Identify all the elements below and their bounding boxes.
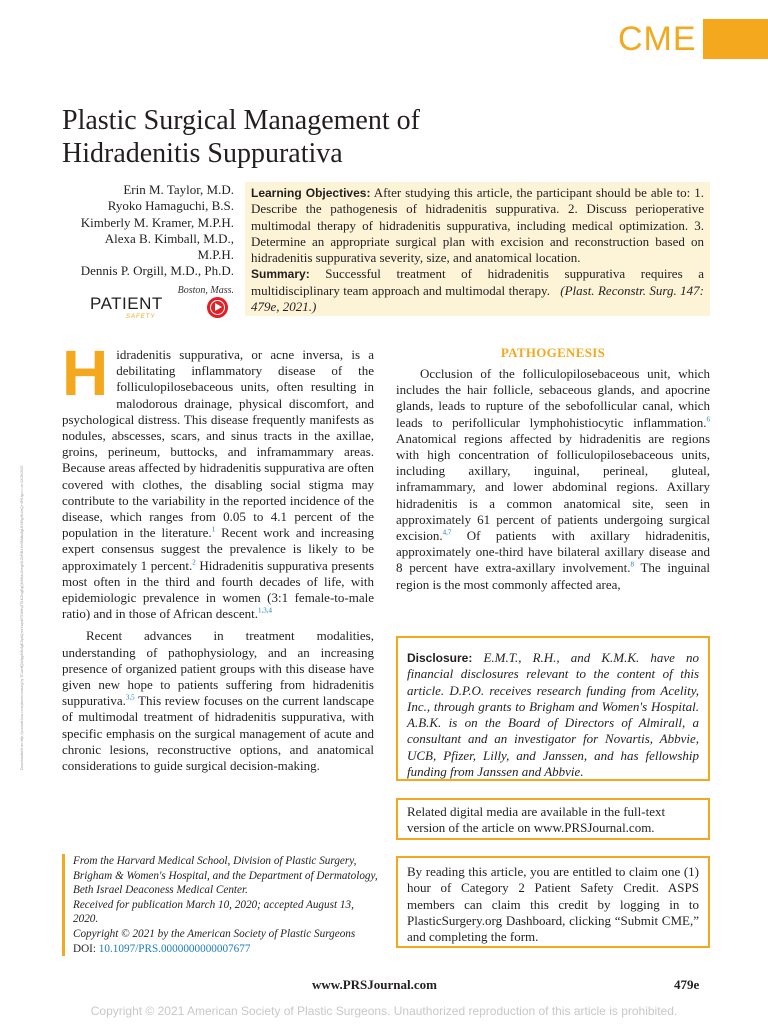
objectives-text: After studying this article, the participant should be able to: 1. Describe the pathogenesis of hidradenitis suppurativa. 2. Discuss perioperative multimodal therapy of hidradenitis suppurativa, including medical optimization. 3. Determine an appropriate surgical plan with excision and reconstruction based on hidradenitis suppurativa severity, size, and anatomical location. bbox=[251, 185, 704, 266]
affiliation-block bbox=[62, 854, 380, 956]
disclosure-box bbox=[396, 636, 710, 781]
intro-paragraph-1: Hidradenitis suppurativa, or acne inversa, is a debilitating inflammatory disease of the folliculopilosebaceous units, often resulting in malodorous drainage, physical discomfort, and psychological distress. This disease frequently manifests as nodules, abscesses, scars, and sinus tracts in the axillae, groins, perineum, buttocks, and inframammary areas. Because areas affected by hidradenitis suppurativa are often covered with clothes, the disabling social stigma may contribute to the variability in the reported incidence of the disease, which ranges from 0.05 to 4.1 percent of the population in the literature.$^1$ Recent work and increasing expert consensus suggest the prevalence is likely to be approximately 1 percent.$^2$ Hidradenitis suppurativa presents most often in the third and fourth decades of life, with epidemiologic prevalence in women (3:1 female-to-male ratio) and in those of African descent.$^{1,3,4}$ bbox=[62, 337, 374, 622]
copyright-line: Copyright © 2021 by the American Society of Plastic Surgeons bbox=[73, 927, 356, 940]
author-location: Boston, Mass. bbox=[177, 285, 234, 296]
reference-link[interactable]: 1,3,4 bbox=[258, 606, 273, 615]
play-circle-icon[interactable] bbox=[207, 297, 228, 318]
journal-url[interactable]: www.PRSJournal.com bbox=[312, 977, 437, 992]
intro-paragraph-2: Recent advances in treatment modalities, understanding of pathophysiology, and an increasing presence of organized patient groups with this disease have given new hope to patients suffering from hidradenitis suppurativa.$^{3,5}$ This review focuses on the current landscape of multimodal treatment of hidradenitis suppurativa, with specific emphasis on the surgical management of acute and chronic lesions, reconstructive options, and anatomical considerations to guide surgical decision-making. bbox=[62, 628, 374, 774]
patient-safety-logo bbox=[90, 294, 230, 326]
objectives-label: Learning Objectives: bbox=[251, 186, 371, 200]
author-4: Alexa B. Kimball, M.D., bbox=[104, 230, 234, 246]
summary bbox=[251, 266, 704, 315]
pathogenesis-paragraph: Occlusion of the folliculopilosebaceous unit, which includes the hair follicle, sebaceous glands, and apocrine glands, leads to rupture of the sebofollicular canal, which leads to perifollicular lymphohistiocytic inflammation.$^6$ Anatomical regions affected by hidradenitis are regions with high concentration of folliculopilosebaceous units, including axillary, inguinal, perineal, gluteal, inframammary, and lower abdominal regions. Axillary hidradenitis is a common anatomical site, seen in approximately 61 percent of patients undergoing surgical excision.$^{4,7}$ Of patients with axillary hidradenitis, approximately one-third have bilateral axillary disease and 8 percent have extra-axillary involvement.$^8$ The inguinal region is the most commonly affected area, bbox=[396, 366, 710, 592]
disclosure-label: Disclosure: bbox=[407, 651, 473, 665]
reference-link[interactable]: 3,5 bbox=[125, 693, 135, 702]
article-title bbox=[62, 104, 562, 170]
author-1: Erin M. Taylor, M.D. bbox=[123, 182, 234, 197]
copyright-notice: Copyright © 2021 American Society of Plastic Surgeons. Unauthorized reproduction of this article is prohibited. bbox=[90, 1004, 678, 1018]
logo-sub: SAFETY bbox=[126, 314, 156, 320]
reference-link[interactable]: 6 bbox=[706, 415, 710, 424]
digital-media-text: Related digital media are available in the full-text version of the article on www.PRSJournal.com. bbox=[407, 804, 666, 836]
author-5: Dennis P. Orgill, M.D., Ph.D. bbox=[80, 263, 234, 279]
doi-label: DOI: bbox=[73, 942, 96, 955]
author-2: Ryoko Hamaguchi, B.S. bbox=[107, 198, 234, 214]
cme-tag bbox=[618, 18, 768, 60]
author-list bbox=[14, 182, 234, 280]
reference-link[interactable]: 8 bbox=[630, 561, 634, 570]
section-heading-pathogenesis: PATHOGENESIS bbox=[500, 345, 606, 360]
citation: (Plast. Reconstr. Surg. 147: 479e, 2021.) bbox=[251, 282, 705, 315]
cme-accent-bar bbox=[703, 19, 768, 59]
reference-link[interactable]: 1 bbox=[211, 525, 216, 534]
learning-objectives-box bbox=[245, 182, 710, 316]
affiliation-text: From the Harvard Medical School, Division of Plastic Surgery, Brigham & Women's Hospital, and the Department of Dermatology, Beth Israel Deaconess Medical Center. bbox=[73, 855, 378, 897]
page-number: 479e bbox=[674, 977, 700, 992]
pathogenesis-column bbox=[396, 366, 710, 593]
doi-line bbox=[73, 942, 380, 957]
logo-name: PATIENT bbox=[90, 294, 163, 313]
cme-label: CME bbox=[618, 20, 697, 58]
title-line-2: Hidradenitis Suppurativa bbox=[62, 138, 343, 169]
doi-link[interactable]: 10.1097/PRS.0000000000007677 bbox=[98, 942, 251, 955]
reference-link[interactable]: 4,7 bbox=[442, 528, 452, 537]
reference-link[interactable]: 2 bbox=[192, 558, 196, 567]
digital-media-box bbox=[396, 798, 710, 840]
download-stamp: Downloaded from http://journals.lww.com/plasreconsurg by TCuxhfQlaiIyg/NKvfgEJIyAQmvXwpd5TDbHsjT5LKZIsgEqQK/MkkuVmgr3LZbPlBzYvr5Mdtw2gLBXt9gYKxmQ+4PtUyp== on 02/26/2021 bbox=[20, 465, 24, 770]
dropcap: H bbox=[62, 337, 109, 409]
intro-column bbox=[62, 337, 374, 774]
author-4-degree: M.P.H. bbox=[197, 247, 234, 263]
cme-credit-box bbox=[396, 856, 710, 948]
credit-text: By reading this article, you are entitled to claim one (1) hour of Category 2 Patient Safety Credit. ASPS members can claim this credit by logging in to PlasticSurgery.org Dashboard, clicking “Submit CME,” and completing the form. bbox=[407, 864, 699, 945]
disclosure-text: E.M.T., R.H., and K.M.K. have no financial disclosures relevant to the content of this article. D.P.O. receives research funding from Acelity, Inc., through grants to Brigham and Women's Hospital. A.B.K. is on the Board of Directors of Almirall, a consultant and an investigator for Novartis, Abbvie, UCB, Pfizer, Lilly, and Janssen, and has fellowship funding from Janssen and Abbvie. bbox=[407, 650, 699, 780]
author-3: Kimberly M. Kramer, M.P.H. bbox=[80, 214, 234, 230]
summary-label: Summary: bbox=[251, 267, 310, 282]
summary-text: Successful treatment of hidradenitis suppurativa requires a multidisciplinary team approach and multimodal therapy. bbox=[251, 266, 704, 298]
title-line-1: Plastic Surgical Management of bbox=[62, 105, 420, 136]
received-dates: Received for publication March 10, 2020; accepted August 13, 2020. bbox=[73, 898, 354, 926]
